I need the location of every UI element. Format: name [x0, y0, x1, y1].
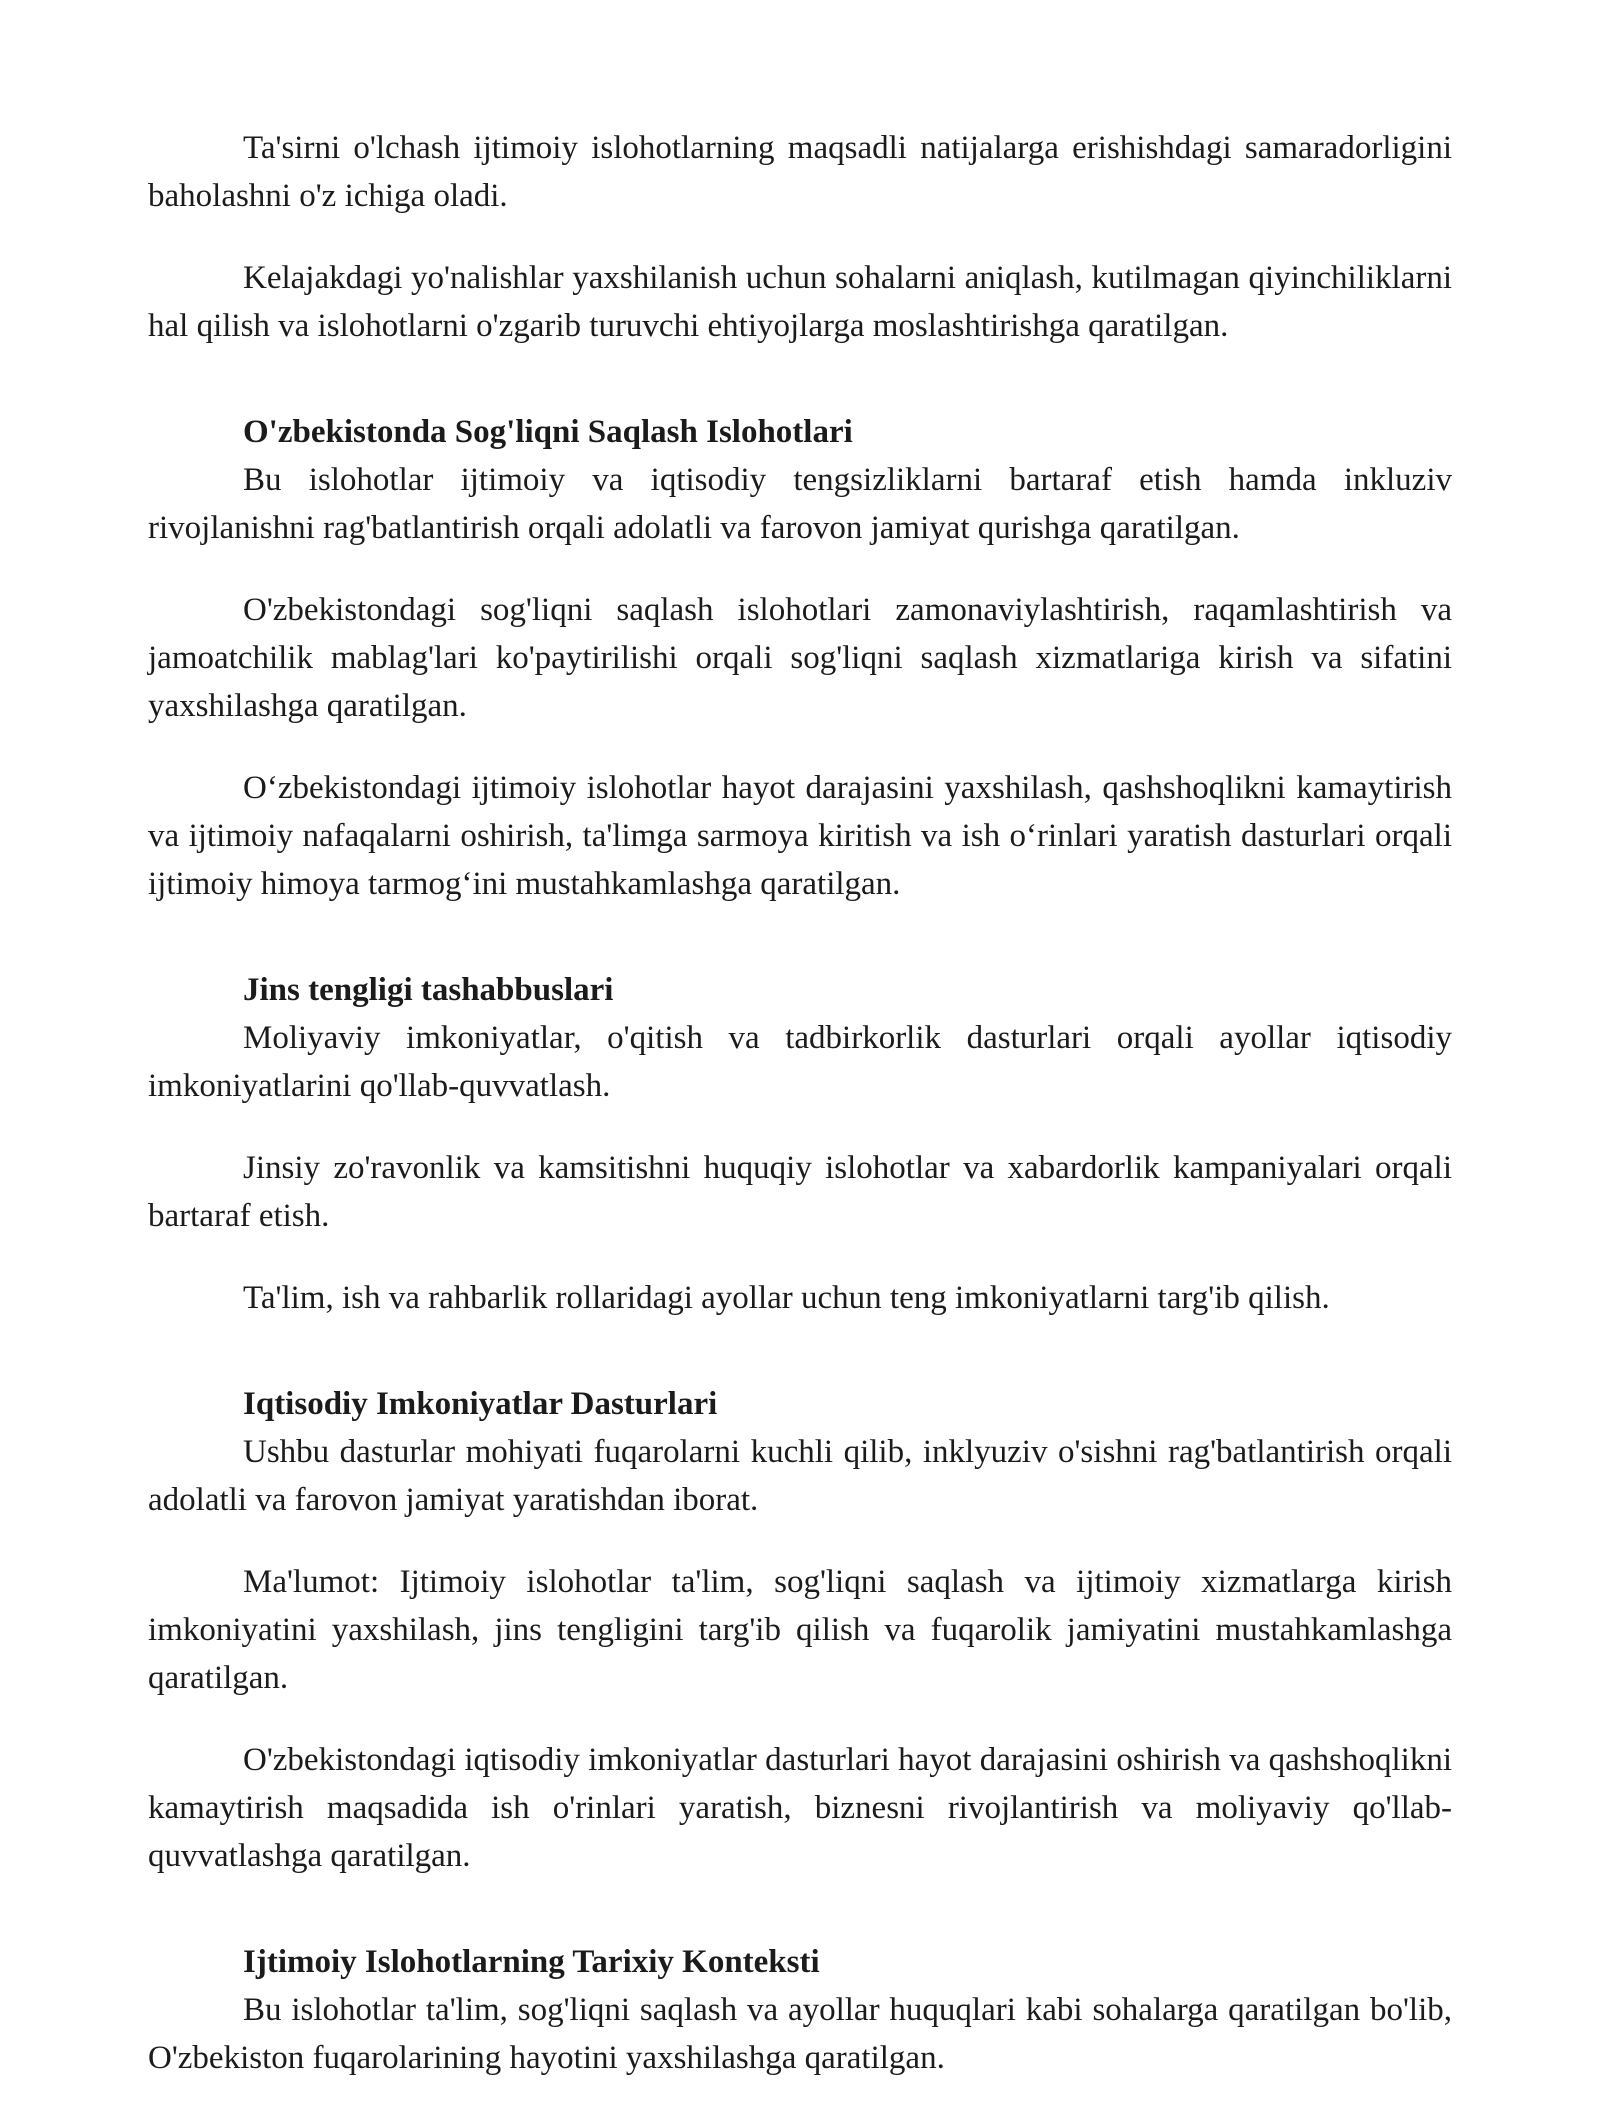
paragraph-healthcare-3: O‘zbekistondagi ijtimoiy islohotlar hayot darajasini yaxshilash, qashshoqlikni kamaytirish va ijtimoiy nafaqalarni oshirish, ta'limga sarmoya kiritish va ish o‘rinlari yaratish dasturlari orqali ijtimoiy himoya tarmog‘ini mustahkamlashga qaratilgan.: [148, 770, 1452, 902]
section-heading-gender-equality: Jins tengligi tashabbuslari: [243, 972, 614, 1008]
paragraph-economic-1: Ushbu dasturlar mohiyati fuqarolarni kuchli qilib, inklyuziv o'sishni rag'batlantirish orqali adolatli va farovon jamiyat yaratishdan iborat.: [148, 1434, 1452, 1518]
section-heading-economic-programs: Iqtisodiy Imkoniyatlar Dasturlari: [243, 1386, 718, 1422]
paragraph-healthcare-1: Bu islohotlar ijtimoiy va iqtisodiy tengsizliklarni bartaraf etish hamda inkluziv rivojlanishni rag'batlantirish orqali adolatli va farovon jamiyat qurishga qaratilgan.: [148, 462, 1452, 546]
paragraph-gender-1: Moliyaviy imkoniyatlar, o'qitish va tadbirkorlik dasturlari orqali ayollar iqtisodiy imkoniyatlarini qo'llab-quvvatlash.: [148, 1020, 1452, 1104]
paragraph-gender-3: Ta'lim, ish va rahbarlik rollaridagi ayollar uchun teng imkoniyatlarni targ'ib qilish.: [243, 1280, 1330, 1316]
paragraph-healthcare-2: O'zbekistondagi sog'liqni saqlash islohotlari zamonaviylashtirish, raqamlashtirish va jamoatchilik mablag'lari ko'paytirilishi orqali sog'liqni saqlash xizmatlariga kirish va sifatini yaxshilashga qaratilgan.: [148, 592, 1452, 724]
paragraph-impact-measurement: Ta'sirni o'lchash ijtimoiy islohotlarning maqsadli natijalarga erishishdagi samaradorligini baholashni o'z ichiga oladi.: [148, 130, 1452, 214]
document-page: [148, 124, 1452, 2116]
section-heading-historical-context: Ijtimoiy Islohotlarning Tarixiy Konteksti: [243, 1944, 820, 1980]
paragraph-economic-2: Ma'lumot: Ijtimoiy islohotlar ta'lim, sog'liqni saqlash va ijtimoiy xizmatlarga kirish imkoniyatini yaxshilash, jins tengligini targ'ib qilish va fuqarolik jamiyatini mustahkamlashga qaratilgan.: [148, 1564, 1452, 1696]
section-heading-healthcare: O'zbekistonda Sog'liqni Saqlash Islohotlari: [243, 414, 853, 450]
paragraph-gender-2: Jinsiy zo'ravonlik va kamsitishni huquqiy islohotlar va xabardorlik kampaniyalari orqali bartaraf etish.: [148, 1150, 1452, 1234]
paragraph-historical-1: Bu islohotlar ta'lim, sog'liqni saqlash va ayollar huquqlari kabi sohalarga qaratilgan bo'lib, O'zbekiston fuqarolarining hayotini yaxshilashga qaratilgan.: [148, 1992, 1452, 2076]
paragraph-future-directions: Kelajakdagi yo'nalishlar yaxshilanish uchun sohalarni aniqlash, kutilmagan qiyinchiliklarni hal qilish va islohotlarni o'zgarib turuvchi ehtiyojlarga moslashtirishga qaratilgan.: [148, 260, 1452, 344]
paragraph-economic-3: O'zbekistondagi iqtisodiy imkoniyatlar dasturlari hayot darajasini oshirish va qashshoqlikni kamaytirish maqsadida ish o'rinlari yaratish, biznesni rivojlantirish va moliyaviy qo'llab-quvvatlashga qaratilgan.: [148, 1742, 1452, 1874]
